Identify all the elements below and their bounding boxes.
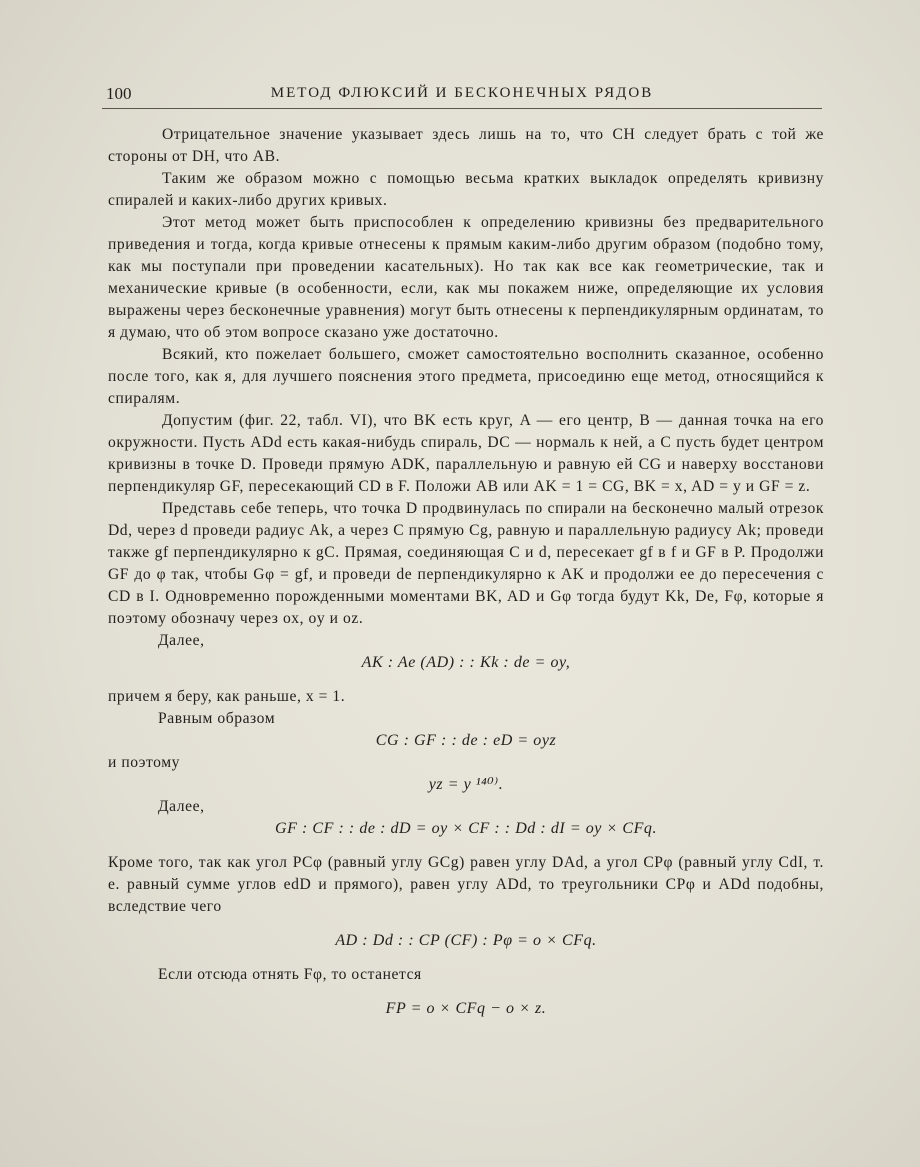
paragraph: Представь себе теперь, что точка D продвинулась по спирали на бесконечно малый отрезок Dd, через d проведи радиус Ak, а через C прямую Cg, равную и параллельную радиусу Ak; проведи также gf перпендикулярно к gC. Прямая, соединяющая C и d, пересекает gf в f и GF в P. Продолжи GF до φ так, чтобы Gφ = gf, и проведи de перпендикулярно к AK и продолжи ее до пересечения с CD в I. Одновременно порожденными моментами BK, AD и Gφ тогда будут Kk, De, Fφ, которые я поэтому обозначу через ox, oy и oz. bbox=[108, 500, 824, 627]
paragraph: Далее, bbox=[158, 632, 205, 649]
paragraph: Таким же образом можно с помощью весьма кратких выкладок определять кривизну спиралей и каких-либо других кривых. bbox=[108, 170, 824, 209]
equation: AD : Dd : : CP (CF) : Pφ = o × CFq. bbox=[335, 932, 597, 949]
paragraph: Всякий, кто пожелает большего, сможет самостоятельно восполнить сказанное, особенно после того, как я, для лучшего пояснения этого предмета, присоединю еще метод, относящийся к спиралям. bbox=[108, 346, 824, 407]
equation: GF : CF : : de : dD = oy × CF : : Dd : dI = oy × CFq. bbox=[274, 820, 658, 837]
page-number: 100 bbox=[106, 84, 132, 103]
paragraph: причем я беру, как раньше, x = 1. bbox=[108, 688, 346, 705]
equation: yz = y ¹⁴⁰⁾. bbox=[428, 776, 504, 793]
running-title: МЕТОД ФЛЮКСИЙ И БЕСКОНЕЧНЫХ РЯДОВ bbox=[270, 85, 654, 101]
page-body bbox=[108, 124, 824, 1020]
paragraph: Кроме того, так как угол PCφ (равный углу GCg) равен углу DAd, а угол CPφ (равный углу CdI, т. е. равный сумме углов edD и прямого), равен углу ADd, то треугольники CPφ и ADd подобны, вследствие чего bbox=[108, 854, 824, 915]
equation: CG : GF : : de : eD = oyz bbox=[375, 732, 557, 749]
paragraph: Далее, bbox=[158, 798, 205, 815]
paragraph: Допустим (фиг. 22, табл. VI), что BK есть круг, A — его центр, B — данная точка на его окружности. Пусть ADd есть какая-нибудь спираль, DC — нормаль к ней, а C пусть будет центром кривизны в точке D. Проведи прямую ADK, параллельную и равную ей CG и наверху восстанови перпендикуляр GF, пересекающий CD в F. Положи AB или AK = 1 = CG, BK = x, AD = y и GF = z. bbox=[108, 412, 824, 495]
equation: AK : Ae (AD) : : Kk : de = oy, bbox=[361, 654, 571, 671]
paragraph: Этот метод может быть приспособлен к определению кривизны без предварительного приведения и тогда, когда кривые отнесены к прямым каким-либо другим образом (подобно тому, как мы поступали при проведении касательных). Но так как все как геометрические, так и механические кривые (в особенности, если, как мы покажем ниже, определяющие их условия выражены через бесконечные уравнения) могут быть отнесены к перпендикулярным ординатам, то я думаю, что об этом вопросе сказано уже достаточно. bbox=[108, 214, 824, 341]
paragraph: Если отсюда отнять Fφ, то останется bbox=[158, 966, 422, 983]
equation: FP = o × CFq − o × z. bbox=[385, 1000, 547, 1017]
paragraph: Отрицательное значение указывает здесь лишь на то, что CH следует брать с той же стороны от DH, что AB. bbox=[108, 126, 824, 165]
paragraph: и поэтому bbox=[108, 754, 180, 771]
paragraph: Равным образом bbox=[158, 710, 276, 727]
running-header bbox=[102, 84, 822, 109]
